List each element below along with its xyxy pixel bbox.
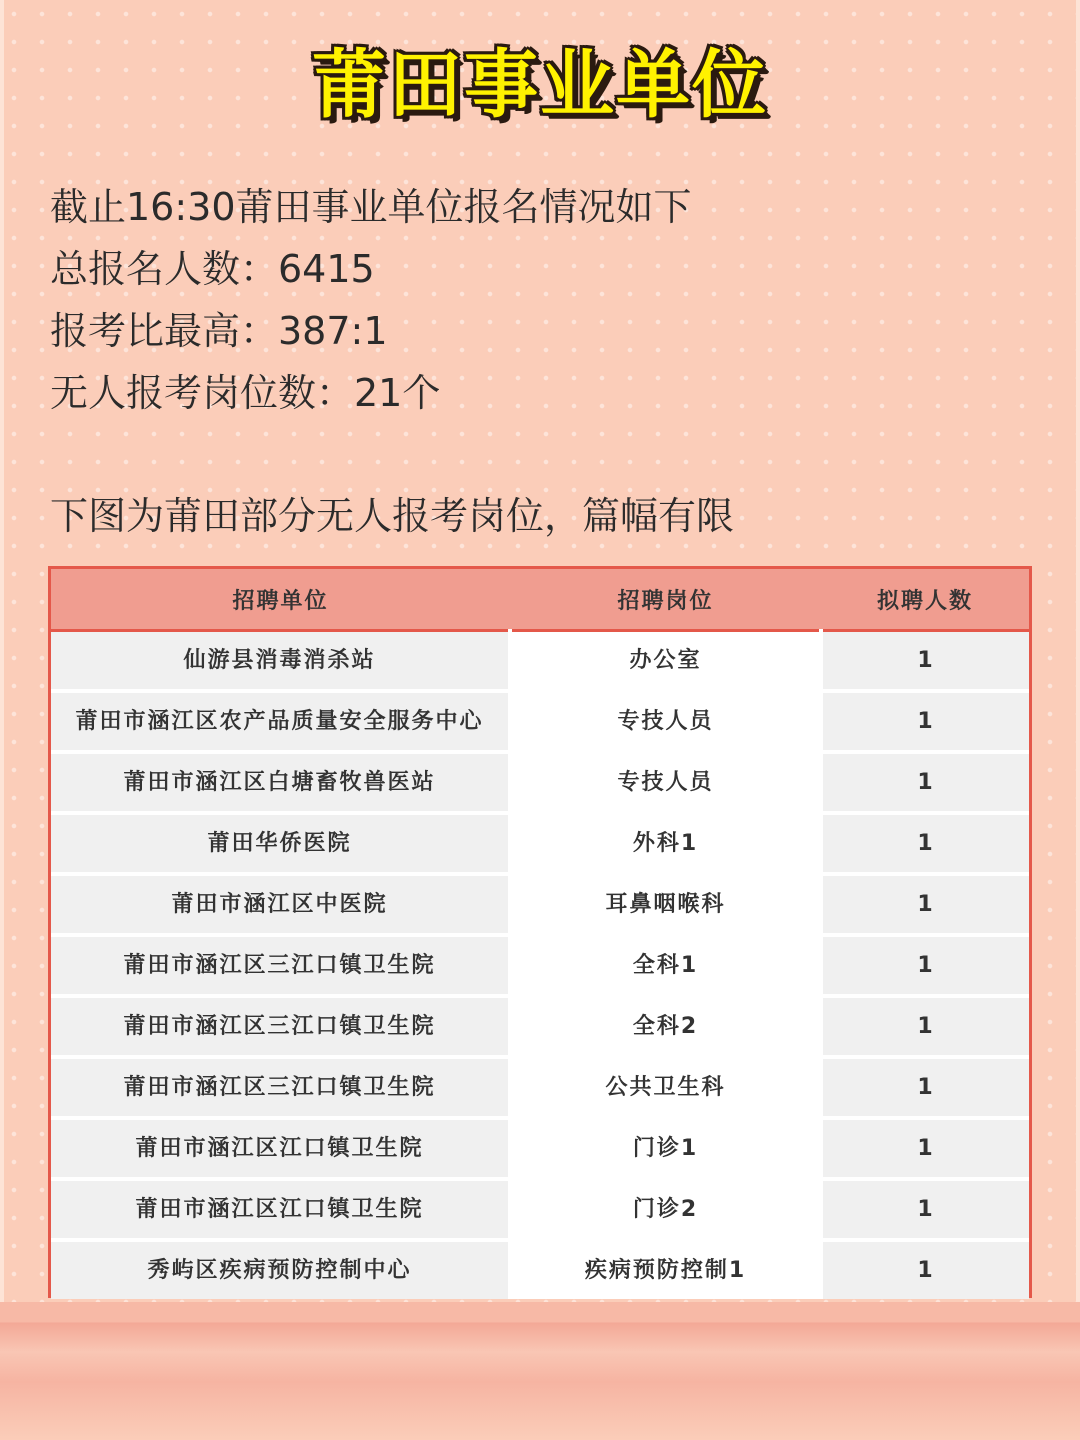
cell-post: 门诊1	[510, 1118, 821, 1179]
cell-count: 1	[821, 1240, 1029, 1299]
cell-post: 公共卫生科	[510, 1057, 821, 1118]
header-post: 招聘岗位	[510, 569, 821, 631]
table-row	[51, 631, 1029, 692]
cell-unit: 莆田市涵江区白塘畜牧兽医站	[51, 752, 510, 813]
header-unit: 招聘单位	[51, 569, 510, 631]
summary-line-max-ratio: 报考比最高：387:1	[50, 309, 388, 353]
cell-post: 全科1	[510, 935, 821, 996]
right-edge-strip	[1076, 0, 1080, 1440]
summary-line-total: 总报名人数：6415	[50, 247, 375, 291]
cell-count: 1	[821, 691, 1029, 752]
header-count: 拟聘人数	[821, 569, 1029, 631]
table-row	[51, 752, 1029, 813]
table-row	[51, 1179, 1029, 1240]
positions-table-grid	[51, 569, 1029, 1299]
summary-block	[50, 176, 692, 424]
cell-post: 专技人员	[510, 691, 821, 752]
cell-unit: 莆田市涵江区江口镇卫生院	[51, 1118, 510, 1179]
cell-post: 耳鼻咽喉科	[510, 874, 821, 935]
cell-unit: 莆田华侨医院	[51, 813, 510, 874]
summary-line-deadline: 截止16:30莆田事业单位报名情况如下	[50, 185, 692, 229]
cell-post: 专技人员	[510, 752, 821, 813]
table-intro: 下图为莆田部分无人报考岗位，篇幅有限	[50, 494, 735, 538]
cell-count: 1	[821, 874, 1029, 935]
cell-unit: 莆田市涵江区中医院	[51, 874, 510, 935]
cell-count: 1	[821, 813, 1029, 874]
cell-post: 外科1	[510, 813, 821, 874]
table-row	[51, 813, 1029, 874]
table-row	[51, 691, 1029, 752]
cell-count: 1	[821, 996, 1029, 1057]
cell-post: 全科2	[510, 996, 821, 1057]
table-row	[51, 874, 1029, 935]
cell-unit: 仙游县消毒消杀站	[51, 631, 510, 692]
table-row	[51, 935, 1029, 996]
cell-unit: 莆田市涵江区三江口镇卫生院	[51, 996, 510, 1057]
positions-table	[48, 566, 1032, 1298]
cell-count: 1	[821, 1118, 1029, 1179]
table-row	[51, 996, 1029, 1057]
cell-count: 1	[821, 752, 1029, 813]
cell-count: 1	[821, 935, 1029, 996]
cell-unit: 莆田市涵江区三江口镇卫生院	[51, 1057, 510, 1118]
table-row	[51, 1057, 1029, 1118]
summary-line-empty-posts: 无人报考岗位数：21个	[50, 371, 441, 415]
page-title: 莆田事业单位	[312, 42, 768, 128]
cell-post: 门诊2	[510, 1179, 821, 1240]
cell-unit: 莆田市涵江区江口镇卫生院	[51, 1179, 510, 1240]
table-header-row	[51, 569, 1029, 631]
cell-unit: 秀屿区疾病预防控制中心	[51, 1240, 510, 1299]
table-row	[51, 1240, 1029, 1299]
cell-unit: 莆田市涵江区三江口镇卫生院	[51, 935, 510, 996]
left-edge-strip	[0, 0, 4, 1440]
cell-count: 1	[821, 631, 1029, 692]
cell-post: 办公室	[510, 631, 821, 692]
cell-unit: 莆田市涵江区农产品质量安全服务中心	[51, 691, 510, 752]
cell-post: 疾病预防控制1	[510, 1240, 821, 1299]
cell-count: 1	[821, 1057, 1029, 1118]
cell-count: 1	[821, 1179, 1029, 1240]
table-row	[51, 1118, 1029, 1179]
bottom-decor-band	[0, 1302, 1080, 1440]
